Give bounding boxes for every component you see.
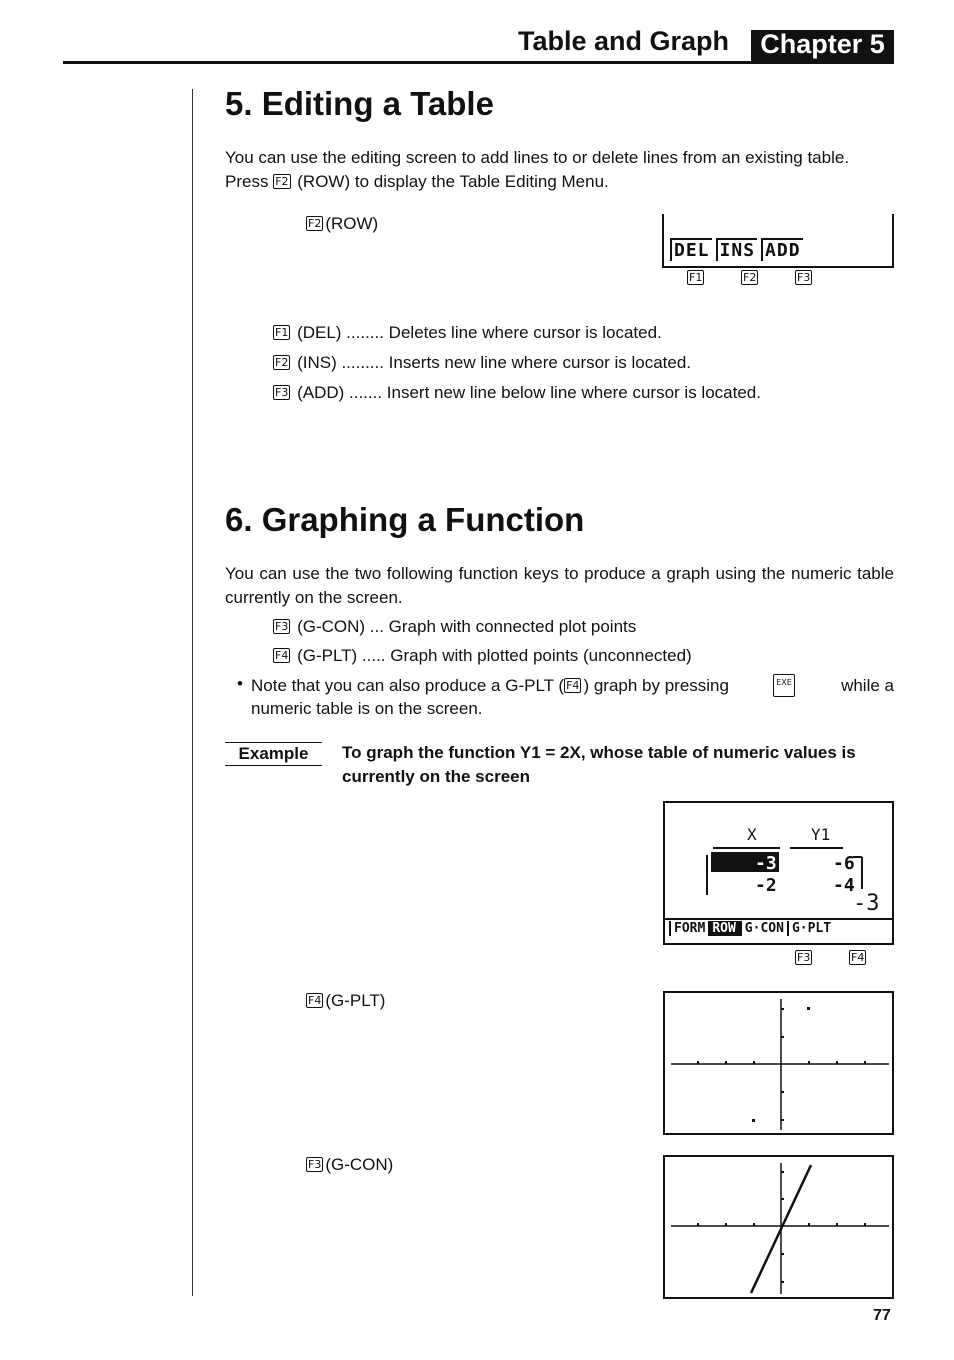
menu-add: ADD xyxy=(761,238,803,261)
current-value: -3 xyxy=(853,891,880,916)
f3-key-icon: F3 xyxy=(275,386,289,399)
step-row-label: (ROW) xyxy=(325,214,379,233)
f1-key-icon: F1 xyxy=(275,326,289,339)
col-x-header: X xyxy=(747,825,757,844)
intro-line-1: You can use the editing screen to add lines to or delete lines from an existing table. xyxy=(225,148,850,167)
table-screen-menu xyxy=(669,921,834,936)
step-gplt xyxy=(306,989,385,1012)
def-gplt-text: (G-PLT) ..... Graph with plotted points (unconnected) xyxy=(297,646,692,665)
def-del xyxy=(273,321,662,344)
f4-key-icon: F4 xyxy=(566,679,580,692)
intro-rest: (ROW) to display the Table Editing Menu. xyxy=(297,171,609,191)
running-header-title: Table and Graph xyxy=(518,26,730,56)
cell-x-2: -2 xyxy=(755,875,777,896)
menu-form: FORM xyxy=(669,921,708,936)
def-add-text: (ADD) ....... Insert new line below line where cursor is located. xyxy=(297,383,761,402)
def-gplt xyxy=(273,644,692,667)
menu-gplt: G·PLT xyxy=(787,921,834,936)
f4-key-icon: F4 xyxy=(275,649,289,662)
f2-key-icon: F2 xyxy=(308,217,322,230)
step-gplt-label: (G-PLT) xyxy=(325,991,386,1010)
def-add xyxy=(273,381,761,404)
step-gcon-label: (G-CON) xyxy=(325,1155,394,1174)
example-label: Example xyxy=(225,742,322,766)
table-edit-menu-screen xyxy=(662,214,894,268)
step-gcon xyxy=(306,1153,393,1176)
gcon-graph xyxy=(665,1157,892,1297)
def-del-text: (DEL) ........ Deletes line where cursor is located. xyxy=(297,323,662,342)
menu-row: ROW xyxy=(708,921,739,936)
section-5-heading: 5. Editing a Table xyxy=(225,85,494,122)
section-6-heading: 6. Graphing a Function xyxy=(225,501,585,538)
note xyxy=(251,674,894,720)
f2-key-icon: F2 xyxy=(743,271,757,284)
f2-key-icon: F2 xyxy=(275,174,289,188)
gplt-graph-screen xyxy=(663,991,894,1135)
cell-y-1: -6 xyxy=(833,853,855,874)
section-5-intro xyxy=(225,146,894,193)
col-y-header: Y1 xyxy=(811,825,831,844)
chapter-badge: Chapter 5 xyxy=(751,30,894,63)
def-ins-text: (INS) ......... Inserts new line where cursor is located. xyxy=(297,353,692,372)
def-gcon xyxy=(273,615,636,638)
note-text-c: while a xyxy=(841,676,894,695)
f3-key-icon: F3 xyxy=(308,1158,322,1171)
menu-ins: INS xyxy=(716,238,758,261)
exe-key-icon: EXE xyxy=(773,674,795,697)
def-ins xyxy=(273,351,691,374)
menu-gcon: G·CON xyxy=(740,921,787,936)
step-row xyxy=(306,212,378,235)
f1-key-icon: F1 xyxy=(689,271,703,284)
header-rule xyxy=(63,61,894,64)
f2-key-icon: F2 xyxy=(275,356,289,369)
margin-rule xyxy=(192,89,193,1296)
note-bullet: • xyxy=(237,674,243,693)
note-text-d: numeric table is on the screen. xyxy=(251,699,483,718)
example-text: To graph the function Y1 = 2X, whose table of numeric values is currently on the screen xyxy=(342,743,856,786)
gcon-graph-screen xyxy=(663,1155,894,1299)
f3-key-icon: F3 xyxy=(797,951,811,964)
note-text-b: ) graph by pressing xyxy=(583,676,729,695)
note-part-a xyxy=(251,674,729,697)
f4-key-icon: F4 xyxy=(308,994,322,1007)
page-number: 77 xyxy=(873,1307,891,1324)
f3-key-icon: F3 xyxy=(275,620,289,633)
f4-key-icon: F4 xyxy=(851,951,865,964)
note-text-a: Note that you can also produce a G-PLT ( xyxy=(251,676,565,695)
intro-press: Press xyxy=(225,171,269,191)
f3-key-icon: F3 xyxy=(797,271,811,284)
cell-x-1: -3 xyxy=(755,853,777,874)
cell-y-2: -4 xyxy=(833,875,855,896)
table-screen xyxy=(663,801,894,945)
menu-del: DEL xyxy=(670,238,712,261)
def-gcon-text: (G-CON) ... Graph with connected plot points xyxy=(297,617,637,636)
gplt-graph xyxy=(665,993,892,1133)
section-6-intro: You can use the two following function keys to produce a graph using the numeric table currently on the screen. xyxy=(225,564,894,607)
